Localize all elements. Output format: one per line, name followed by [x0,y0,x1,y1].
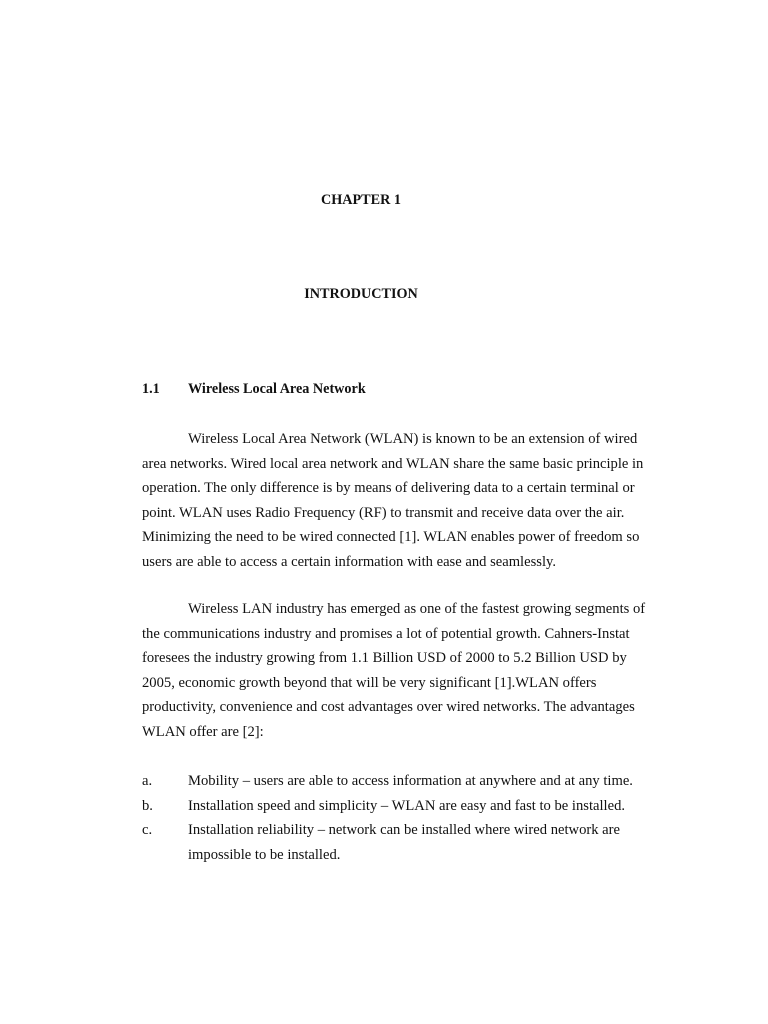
paragraph-line: area networks. Wired local area network and WLAN share the same basic principle in [142,455,644,472]
list-item-text: Installation reliability – network can be installed where wired network are [188,822,620,838]
section-number: 1.1 [142,381,160,397]
list-item-text: Mobility – users are able to access information at anywhere and at any time. [188,773,633,789]
paragraph-line: users are able to access a certain information with ease and seamlessly. [142,553,556,570]
paragraph-line: Wireless LAN industry has emerged as one of the fastest growing segments of [188,601,646,617]
paragraph-line: productivity, convenience and cost advantages over wired networks. The advantages [142,699,635,715]
list-marker: c. [142,822,153,838]
list-item-text: impossible to be installed. [188,846,341,863]
paragraph-line: the communications industry and promises a lot of potential growth. Cahners-Instat [142,625,630,642]
list-marker: a. [142,773,153,789]
chapter-label: CHAPTER 1 [320,192,401,208]
section-title: Wireless Local Area Network [188,381,366,397]
list-item [142,769,702,794]
list-item [142,794,702,819]
section-heading [142,381,366,398]
paragraph-wlan-definition [142,427,662,574]
list-item [142,818,702,867]
paragraph-line: point. WLAN uses Radio Frequency (RF) to transmit and receive data over the air. [142,504,625,521]
list-marker: b. [142,797,153,814]
paragraph-line: Minimizing the need to be wired connected [1]. WLAN enables power of freedom so [142,529,640,545]
paragraph-line: foresees the industry growing from 1.1 Billion USD of 2000 to 5.2 Billion USD by [142,650,627,666]
paragraph-wlan-industry [142,597,662,744]
list-item-text: Installation speed and simplicity – WLAN are easy and fast to be installed. [188,797,626,814]
advantages-list [142,769,702,867]
paragraph-line: 2005, economic growth beyond that will be very significant [1].WLAN offers [142,674,597,691]
paragraph-line: Wireless Local Area Network (WLAN) is known to be an extension of wired [188,431,638,447]
paragraph-line: operation. The only difference is by means of delivering data to a certain terminal or [142,480,635,496]
chapter-title: INTRODUCTION [304,286,418,302]
paragraph-line: WLAN offer are [2]: [142,723,264,740]
